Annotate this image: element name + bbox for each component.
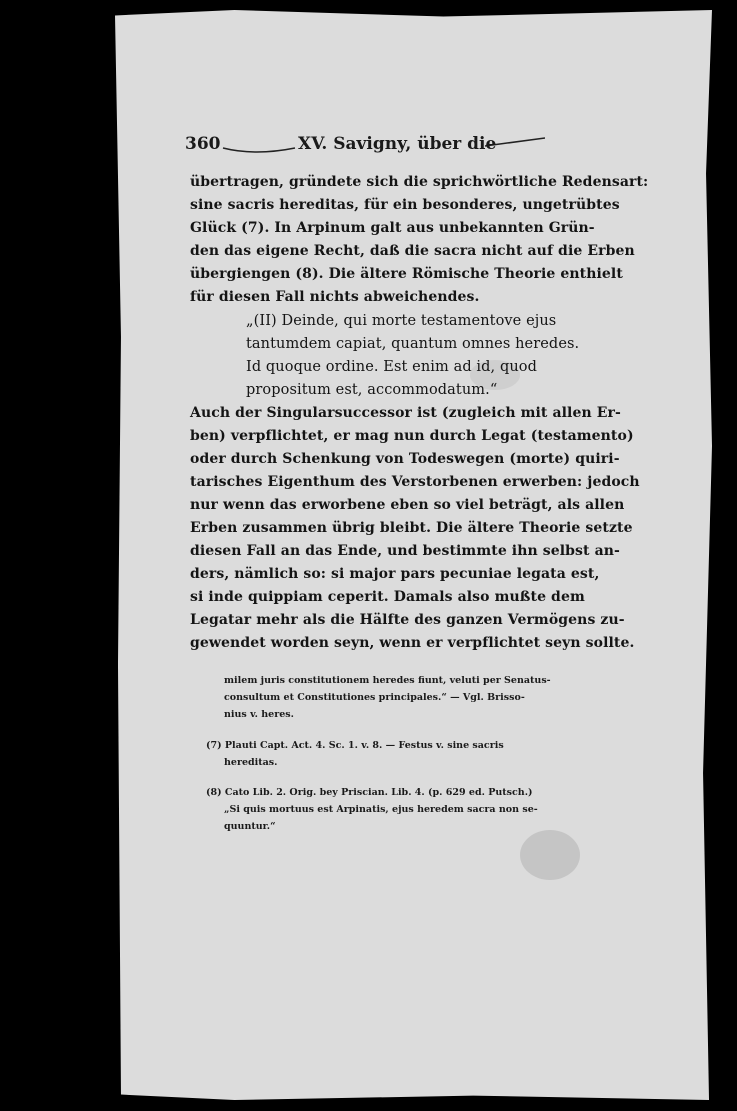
running-header xyxy=(185,134,545,158)
body-line: tarisches Eigenthum des Verstorbenen erwerben: jedoch xyxy=(190,474,640,490)
quote-line: „(II) Deinde, qui morte testamentove ejus xyxy=(246,313,557,329)
body-line: für diesen Fall nichts abweichendes. xyxy=(190,289,480,305)
body-line: Legatar mehr als die Hälfte des ganzen Vermögens zu- xyxy=(190,612,625,628)
body-line: übergiengen (8). Die ältere Römische Theorie enthielt xyxy=(190,266,623,282)
footnote-7: (7) Plauti Capt. Act. 4. Sc. 1. v. 8. — Festus v. sine sacris xyxy=(206,740,504,751)
quote-line: Id quoque ordine. Est enim ad id, quod xyxy=(246,359,537,375)
body-line: Glück (7). In Arpinum galt aus unbekannten Grün- xyxy=(190,220,595,236)
body-line: übertragen, gründete sich die sprichwörtliche Redensart: xyxy=(190,174,649,190)
body-line: Erben zusammen übrig bleibt. Die ältere Theorie setzte xyxy=(190,520,633,536)
footnote-8: (8) Cato Lib. 2. Orig. bey Priscian. Lib. 4. (p. 629 ed. Putsch.) xyxy=(206,787,533,798)
footnote-line: hereditas. xyxy=(224,757,278,768)
body-line: diesen Fall an das Ende, und bestimmte ihn selbst an- xyxy=(190,543,620,559)
paper-stain xyxy=(520,830,580,880)
body-line: gewendet worden seyn, wenn er verpflichtet seyn sollte. xyxy=(190,635,635,651)
body-line: ders, nämlich so: si major pars pecuniae legata est, xyxy=(190,566,600,582)
quote-line: propositum est, accommodatum.“ xyxy=(246,382,498,398)
footnote-line: nius v. heres. xyxy=(224,709,294,720)
quote-line: tantumdem capiat, quantum omnes heredes. xyxy=(246,336,580,352)
body-line: si inde quippiam ceperit. Damals also mußte dem xyxy=(190,589,585,605)
footnote-line: quuntur.“ xyxy=(224,821,276,832)
body-line: Auch der Singularsuccessor ist (zugleich mit allen Er- xyxy=(190,405,621,421)
body-line: oder durch Schenkung von Todeswegen (morte) quiri- xyxy=(190,451,620,467)
footnote-line: milem juris constitutionem heredes fiunt, veluti per Senatus- xyxy=(224,675,551,686)
page-number: 360 xyxy=(185,134,221,154)
body-line: nur wenn das erworbene eben so viel beträgt, als allen xyxy=(190,497,625,513)
body-line: ben) verpflichtet, er mag nun durch Legat (testamento) xyxy=(190,428,634,444)
footnote-line: „Si quis mortuus est Arpinatis, ejus heredem sacra non se- xyxy=(224,804,538,815)
body-line: den das eigene Recht, daß die sacra nicht auf die Erben xyxy=(190,243,635,259)
footnote-line: consultum et Constitutiones principales.“ — Vgl. Brisso- xyxy=(224,692,525,703)
body-line: sine sacris hereditas, für ein besonderes, ungetrübtes xyxy=(190,197,620,213)
running-title: XV. Savigny, über die xyxy=(298,134,497,154)
